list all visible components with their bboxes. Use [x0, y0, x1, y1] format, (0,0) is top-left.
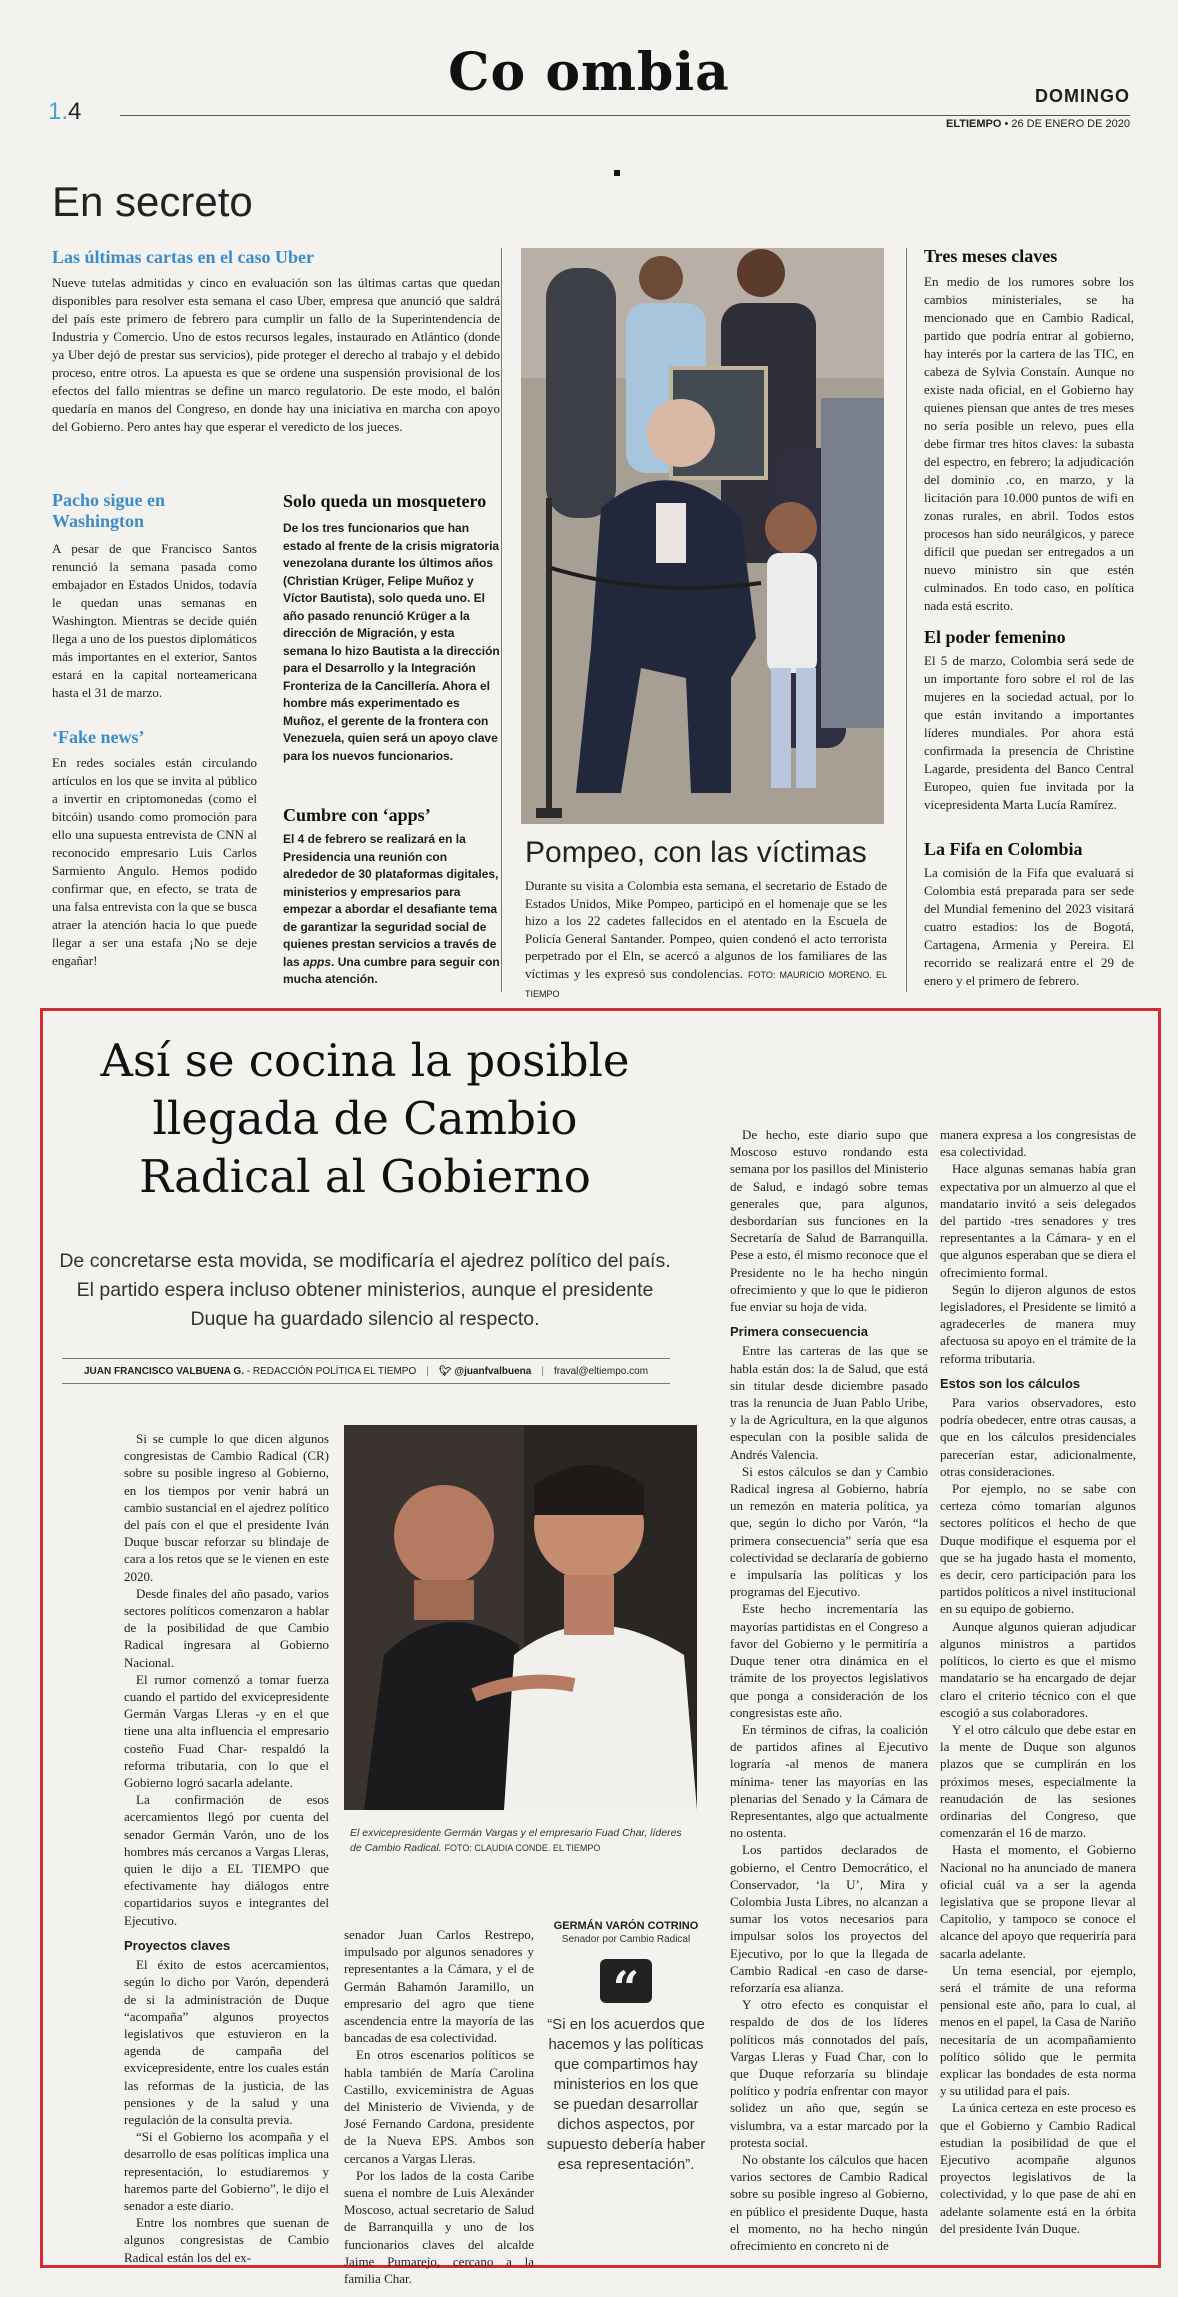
paragraph: Los partidos declarados de gobierno, el Centro Democrático, el Conservador, ‘la U’, Mira y Colombia Justa Libres, no alcanzan a sumar los votos necesarios para impulsar solos los proyectos del Ejecutivo, por lo que la llegada de Cambio Radical -en caso de darse- reforzaría esa alianza.	[730, 1842, 928, 1995]
subheading: Primera consecuencia	[730, 1324, 869, 1340]
paragraph: Hace algunas semanas había gran expectativa por un almuerzo al que el mandatario invitó a seis delegados del partido -tres senadores y tres representantes a la Cámara- y en el que algunos esperaban que se diera el ofrecimiento formal.	[940, 1161, 1136, 1280]
paragraph: La única certeza en este proceso es que el Gobierno y Cambio Radical estudian la posibilidad de que el Ejecutivo acompañe algunos proyectos legislativos de la colectividad, y lo que pase de ahí en adelante solamente está en la órbita del presidente Iván Duque.	[940, 2100, 1136, 2236]
photo-credit: FOTO: CLAUDIA CONDE. EL TIEMPO	[444, 1843, 601, 1853]
column-divider	[906, 248, 907, 992]
header-rule	[120, 115, 1130, 116]
paragraph: Entre las carteras de las que se habla están dos: la de Salud, que está sin titular desde diciembre pasado tras la renuncia de Juan Pablo Uribe, y la de Agricultura, en la que algunos especulan con la posible salida de Andrés Valencia.	[730, 1343, 928, 1462]
byline-divider: |	[541, 1365, 544, 1377]
body-text: En redes sociales están circulando artículos en los que se invita al público a invertir en criptomonedas (como el bitcóin) usando como promoción para ello una supuesta entrevista de CNN al reconocido empresario Luis Carlos Sarmiento Angulo. Hemos podido confirmar que, en efecto, se trata de una falsa entrevista con la que se busca atraer la atención hacia lo que puede llegar a ser una estafa ¡No se deje engañar!	[52, 755, 257, 968]
item-fake-news	[52, 726, 257, 970]
paragraph: En otros escenarios políticos se habla también de María Carolina Castillo, exviceministra de Aguas del Ministerio de Vivienda, y de José Fernando Cardona, presidente de la Nueva EPS. Ambos son cercanos a Vargas Lleras.	[344, 2047, 534, 2166]
paragraph: Entre los nombres que suenan de algunos congresistas de Cambio Radical están los del ex-	[124, 2215, 329, 2265]
photo-caption: Durante su visita a Colombia esta semana, el secretario de Estado de Estados Unidos, Mike Pompeo, participó en el homenaje que se les hizo a los 22 cadetes fallecidos en el atentado en la Escuela de Policía General Santander. Pompeo, quien condenó el acto terrorista perpetrado por el Eln, se acercó a algunos de los familiares de las víctimas y les expresó sus condolencias. FOTO: MAURICIO MORENO. EL TIEMPO	[525, 878, 887, 999]
page-number: 1.4	[48, 98, 82, 125]
paragraph: Este hecho incrementaría las mayorías partidistas en el Congreso a favor del Gobierno y le permitiría a Duque tener otra dinámica en el trámite de los proyectos legislativos que ponga a consideración de los congresistas este año.	[730, 1601, 928, 1720]
byline-divider: |	[426, 1365, 429, 1377]
body-text: A pesar de que Francisco Santos renunció la semana pasada como embajador en Estados Unidos, todavía le quedan unas semanas en Washington. Mientras se decide quién llega a uno de los puestos diplomáticos más importantes en el exterior, Santos estará en la capital norteamericana hasta el 31 de marzo.	[52, 541, 257, 700]
headline: Tres meses claves	[924, 246, 1058, 266]
column-title: En secreto	[52, 178, 253, 225]
twitter-handle: 🐦︎ @juanfvalbuena	[438, 1365, 532, 1377]
paragraph: En términos de cifras, la coalición de partidos afines al Ejecutivo lograría -al menos de manera mínima- tener las mayorías en las plenarias del Senado y la Cámara de Representantes, algo que actualmente no ostenta.	[730, 1721, 928, 1841]
paragraph: Y el otro cálculo que debe estar en la mente de Duque son algunos plazos que se cumplirán en los próximos meses, especialmente la reanudación de las sesiones ordinarias del Congreso, que comenzarán el 16 de marzo.	[940, 1721, 1136, 1841]
article-column-1	[124, 1430, 329, 2266]
body-text: De los tres funcionarios que han estado al frente de la crisis migratoria venezolana durante los últimos años (Christian Krüger, Felipe Muñoz y Víctor Bautista), solo queda uno. El año pasado renunció Krüger a la dirección de Migración, y esta semana lo hizo Bautista a la dirección para el Desarrollo y la Integración Fronteriza de la Cancillería. Ahora el hombre más experimentado es Muñoz, el gerente de la frontera con Venezuela, quien será un apoyo clave para los nuevos funcionarios.	[283, 521, 500, 763]
headline: ‘Fake news’	[52, 727, 145, 747]
paragraph: Hasta el momento, el Gobierno Nacional no ha anunciado de manera oficial cuál va a ser la agenda legislativa que se propone llevar al Capitolio, y tampoco se conoce el alcance del apoyo que requeriría para sacarla adelante.	[940, 1842, 1136, 1961]
paragraph: Para varios observadores, esto podría obedecer, entre otras causas, a que en los cálculos presidenciales parecerían estar, adicionalmente, otras consideraciones.	[940, 1395, 1136, 1479]
body-text: Nueve tutelas admitidas y cinco en evaluación son las últimas cartas que quedan disponibles para resolver esta semana el caso Uber, empresa que anunció que saldrá del país este primero de febrero para cumplir un fallo de la Superintendencia de Industria y Comercio. Uno de estos recursos legales, instaurado en Atlántico (donde ya Uber dejó de prestar sus servicios), pide proteger el derecho al trabajo y el debido proceso, entre otros. La apuesta es que se ordene una suspensión provisional de los efectos del fallo mientras se define un marco regulatorio. De este modo, el balón quedaría en manos del Congreso, en donde hay una iniciativa en marcha con apoyo del Gobierno. Pero antes hay que esperar el veredicto de los jueces.	[52, 275, 500, 434]
photo-credit: FOTO: MAURICIO MORENO. EL TIEMPO	[525, 969, 887, 999]
quote-role: Senador por Cambio Radical	[561, 1934, 691, 1945]
paragraph: Y otro efecto es conquistar el respaldo de dos de los líderes políticos más connotados del país, Vargas Lleras y Fuad Char, con lo que Duque reforzaría su blindaje político y podría enfrentar con mayor solidez un año que, según se vislumbra, va a estar marcado por la protesta social.	[730, 1997, 928, 2150]
print-dot	[614, 170, 620, 176]
byline	[62, 1358, 670, 1384]
dateline: ELTIEMPO • 26 DE ENERO DE 2020	[945, 118, 1130, 130]
headline: El poder femenino	[924, 627, 1066, 647]
body-text: El 4 de febrero se realizará en la Presidencia una reunión con alrededor de 30 plataformas digitales, ministerios y empresarios para empezar a abordar el desafiante tema de garantizar la seguridad social de quienes prestan servicios a través de las apps. Una cumbre para seguir con mucha atención.	[283, 832, 500, 986]
paragraph: Un tema esencial, por ejemplo, será el trámite de una reforma pensional este año, para lo cual, al menos en el papel, la Casa de Nariño necesitaría de un acompañamiento político sólido que le permita explicar las bondades de esta norma y su utilidad para el país.	[940, 1962, 1136, 2099]
paragraph: El éxito de estos acercamientos, según lo dicho por Varón, dependerá de si la administración de Duque “acompaña” algunos proyectos legislativos que estuvieron en la agenda de campaña del exvicepresidente, entre los cuales están las reformas de la justicia, de las pensiones y de la salud y una regulación de la consulta previa.	[124, 1957, 329, 2127]
article-column-3	[730, 1126, 928, 2254]
section-title: Co ombia	[448, 42, 730, 103]
headline: Solo queda un mosquetero	[283, 491, 487, 511]
paragraph: Según lo dijeron algunos de estos legisladores, el Presidente se limitó a agradecerles de manera muy afectuosa su apoyo en el trámite de la reforma tributaria.	[940, 1281, 1136, 1366]
twitter-icon: 🐦︎	[438, 1365, 452, 1377]
photo-illustration	[344, 1425, 697, 1810]
article-deck: De concretarse esta movida, se modificaría el ajedrez político del país. El partido espera incluso obtener ministerios, aunque el presidente Duque ha guardado silencio al respecto.	[59, 1250, 671, 1330]
vargas-char-photo	[344, 1425, 697, 1810]
headline: Cumbre con ‘apps’	[283, 805, 431, 825]
headline: Pacho sigue en Washington	[52, 490, 166, 531]
item-fifa	[924, 838, 1134, 990]
headline: Las últimas cartas en el caso Uber	[52, 247, 314, 267]
item-tres-meses	[924, 245, 1134, 615]
paragraph: Si estos cálculos se dan y Cambio Radical ingresa al Gobierno, habría un remezón en materia política, ya que, según lo dicho por Varón, “la primera consecuencia” sería que esa colectividad se declararía de gobierno e impulsaría las políticas y los programas del Ejecutivo.	[730, 1463, 928, 1600]
subheading: Estos son los cálculos	[940, 1375, 1081, 1391]
photo-illustration	[521, 248, 884, 824]
paragraph: De hecho, este diario supo que Moscoso estuvo rondando esta semana por los pasillos del Ministerio de Salud, e indagó sobre temas generales que, para algunos, desbordarían sus funciones en la Secretaría de Salud de Barranquilla. Pese a esto, él mismo reconoce que el Presidente no le ha hecho ningún ofrecimiento y que lo que le pidieron fue enviar su hoja de vida.	[730, 1127, 928, 1315]
article-column-4	[940, 1126, 1136, 2237]
body-text: La comisión de la Fifa que evaluará si Colombia está preparada para ser sede del Mundial femenino del 2023 visitará cuatro estadios: los de Bogotá, Cartagena, Armenia y Pereira. El recorrido se realizará entre el 29 de enero y el primero de febrero.	[924, 865, 1134, 988]
paragraph: El rumor comenzó a tomar fuerza cuando el partido del exvicepresidente Germán Vargas Lleras -y en el que tiene una alta influencia el empresario costeño Fuad Char- respaldó la reforma tributaria, con lo que el Gobierno logró sacarla adelante.	[124, 1671, 329, 1791]
subheading: Proyectos claves	[124, 1937, 231, 1953]
paragraph: Por ejemplo, no se sabe con certeza cómo tomarían algunos sectores políticos el hecho de que Duque modifique el esquema por el que se ha jugado hasta el momento, es decir, cero participación para los partidos políticos a nivel institucional en su equipo de gobierno.	[940, 1481, 1136, 1617]
item-cumbre	[283, 804, 501, 989]
paragraph: Si se cumple lo que dicen algunos congresistas de Cambio Radical (CR) sobre su posible ingreso al Gobierno, en los tiempos por venir habrá un cambio sustancial en el ajedrez político del país con el que el presidente Iván Duque buscar reforzar su blindaje de cara a los retos que se le vienen en este 2020.	[124, 1431, 329, 1584]
pompeo-photo	[521, 248, 884, 824]
column-divider	[501, 248, 502, 992]
paragraph: Por los lados de la costa Caribe suena el nombre de Luis Alexánder Moscoso, actual secretario de Salud de Barranquilla y uno de los funcionarios claves del alcalde Jaime Pumarejo, cercano a la familia Char.	[344, 2167, 534, 2287]
quote-text: “Si en los acuerdos que hacemos y las políticas que compartimos hay ministerios en los que se puedan desarrollar dichos aspectos, por supuesto debería haber esa representación”.	[546, 2016, 706, 2173]
paragraph: Desde finales del año pasado, varios sectores políticos comenzaron a hablar de la posibilidad de que Cambio Radical ingresara al Gobierno Nacional.	[124, 1585, 329, 1670]
item-mosquetero	[283, 490, 501, 765]
headline: La Fifa en Colombia	[924, 839, 1083, 859]
email: fraval@eltiempo.com	[553, 1365, 649, 1377]
paragraph: senador Juan Carlos Restrepo, impulsado por algunos senadores y representantes a la Cámara, y el de Germán Bahamón Jaramillo, un empresario del agro que tiene ascendencia entre la mayoría de las bancadas de esa colectividad.	[344, 1927, 534, 2046]
day-label: DOMINGO	[1035, 86, 1130, 106]
body-text: En medio de los rumores sobre los cambios ministeriales, se ha mencionado que en Cambio Radical, partido que podría entrar al gobierno, hay interés por la cartera de las TIC, en cabeza de Sylvia Constaín. Aunque no existe nada oficial, en el Gobierno hay quienes piensan que antes de tres meses no sería posible un relevo, pues ella debe firmar tres hitos claves: la subasta del espectro, en febrero; la adjudicación del dominio .co, en marzo, y la licitación para 10.000 puntos de wifi en zonas rurales, en abril. Todos estos procesos han sido neurálgicos, y parece difícil que puedan ser entregados a un nuevo ministro sin que estén culminados. En todo caso, en política nada está escrito.	[924, 274, 1134, 613]
article-column-2	[344, 1926, 534, 2287]
paragraph: La confirmación de esos acercamientos llegó por cuenta del senador Germán Varón, uno de los hombres más cercanos a Vargas Lleras, quien le dijo a EL TIEMPO que efectivamente hay diálogos entre copartidarios suyos e integrantes del Ejecutivo.	[124, 1792, 329, 1928]
item-pacho	[52, 490, 257, 702]
paragraph: No obstante los cálculos que hacen varios sectores de Cambio Radical sobre su posible ingreso al Gobierno, en público el presidente Duque, hasta el momento, no ha hecho ningún ofrecimiento en concreto ni de	[730, 2151, 928, 2253]
quote-author: GERMÁN VARÓN COTRINO	[553, 1920, 699, 1932]
item-poder-femenino	[924, 626, 1134, 814]
body-text: El 5 de marzo, Colombia será sede de un importante foro sobre el rol de las mujeres en la sociedad actual, por lo que están invitando a importantes líderes mundiales. Por ahora está confirmada la presencia de Christine Lagarde, presidenta del Banco Central Europeo, quien fue invitada por la vicepresidenta Marta Lucía Ramírez.	[924, 653, 1134, 812]
paragraph: Aunque algunos quieran adjudicar algunos ministros a partidos políticos, lo cierto es que el mismo mandatario se ha encargado de dejar claro el criterio técnico con el que escogió a sus colaboradores.	[940, 1618, 1136, 1720]
item-uber	[52, 246, 500, 436]
photo-caption: El exvicepresidente Germán Vargas y el empresario Fuad Char, líderes de Cambio Radical. FOTO: CLAUDIA CONDE. EL TIEMPO	[350, 1827, 682, 1854]
paragraph: manera expresa a los congresistas de esa colectividad.	[940, 1127, 1136, 1160]
article-title: Así se cocina la posible llegada de Cambio Radical al Gobierno	[100, 1034, 630, 1203]
pull-quote	[546, 1920, 706, 2175]
paragraph: “Si el Gobierno los acompaña y el desarrollo de esas políticas implica una representación, lo estudiaremos y haremos parte del Gobierno”, le dijo el senador a este diario.	[124, 2129, 329, 2213]
photo-caption-title: Pompeo, con las víctimas	[525, 836, 867, 869]
author: JUAN FRANCISCO VALBUENA G. - REDACCIÓN POLÍTICA EL TIEMPO	[83, 1365, 417, 1377]
quote-mark-icon: “	[600, 1959, 652, 2003]
